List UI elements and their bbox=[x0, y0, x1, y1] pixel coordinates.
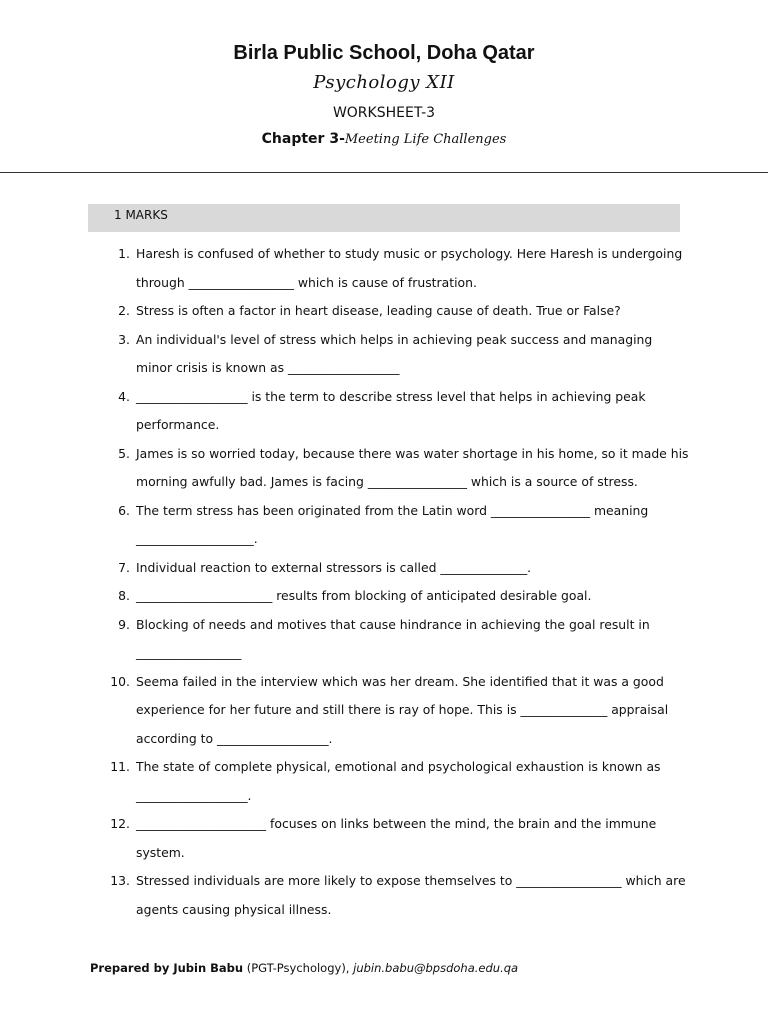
worksheet-header bbox=[0, 38, 768, 153]
question-number: 5. bbox=[118, 445, 130, 461]
question-item bbox=[100, 753, 690, 810]
question-number: 8. bbox=[118, 588, 130, 603]
question-item bbox=[100, 440, 690, 497]
question-item bbox=[100, 611, 690, 668]
chapter-title: Meeting Life Challenges bbox=[344, 132, 507, 147]
question-number: 9. bbox=[118, 616, 130, 632]
question-item bbox=[100, 383, 690, 440]
question-text: Stressed individuals are more likely to expose themselves to _________________ which are agents causing physical illness. bbox=[136, 873, 686, 917]
question-number: 11. bbox=[110, 759, 130, 774]
question-text: __________________ is the term to describe stress level that helps in achieving peak performance. bbox=[136, 388, 646, 432]
question-text: The state of complete physical, emotional and psychological exhaustion is known as __________________. bbox=[136, 759, 661, 803]
question-item bbox=[100, 867, 690, 924]
question-text: _____________________ focuses on links between the mind, the brain and the immune system. bbox=[136, 816, 657, 860]
question-number: 12. bbox=[110, 816, 130, 831]
question-number: 1. bbox=[118, 246, 130, 261]
question-list bbox=[100, 240, 690, 924]
question-text: ______________________ results from blocking of anticipated desirable goal. bbox=[136, 588, 592, 603]
subject-title: Psychology XII bbox=[313, 72, 455, 93]
question-text: Haresh is confused of whether to study music or psychology. Here Haresh is undergoing through _________________ which is cause of frustration. bbox=[136, 246, 683, 290]
question-item bbox=[100, 810, 690, 867]
question-number: 3. bbox=[118, 331, 130, 347]
chapter-separator: - bbox=[339, 131, 345, 147]
question-text: Blocking of needs and motives that cause hindrance in achieving the goal result in _________________ bbox=[136, 616, 650, 660]
question-item bbox=[100, 554, 690, 583]
question-number: 7. bbox=[118, 559, 130, 575]
question-text: Stress is often a factor in heart disease, leading cause of death. True or False? bbox=[136, 303, 621, 318]
question-number: 6. bbox=[118, 502, 130, 518]
question-text: James is so worried today, because there was water shortage in his home, so it made his morning awfully bad. James is facing ________________ which is a source of stress. bbox=[136, 445, 689, 489]
question-item bbox=[100, 240, 690, 297]
chapter-heading bbox=[0, 126, 768, 153]
question-text: The term stress has been originated from the Latin word ________________ meaning ___________________. bbox=[136, 502, 649, 546]
question-number: 2. bbox=[118, 303, 130, 318]
school-name: Birla Public School, Doha Qatar bbox=[233, 42, 535, 64]
question-item bbox=[100, 297, 690, 326]
worksheet-label: WORKSHEET-3 bbox=[332, 105, 436, 121]
author-email[interactable]: jubin.babu@bpsdoha.edu.qa bbox=[353, 961, 519, 975]
question-number: 4. bbox=[118, 388, 130, 404]
chapter-label: Chapter 3 bbox=[261, 131, 340, 147]
prepared-by: Prepared by Jubin Babu bbox=[90, 961, 244, 975]
question-text: Seema failed in the interview which was her dream. She identified that it was a good experience for her future and still there is ray of hope. This is ______________ appraisal according to __________________. bbox=[136, 673, 669, 746]
question-number: 13. bbox=[110, 873, 130, 888]
question-item bbox=[100, 582, 690, 611]
question-text: Individual reaction to external stressors is called ______________. bbox=[136, 559, 532, 575]
footer-credit bbox=[90, 958, 518, 978]
question-number: 10. bbox=[110, 673, 130, 689]
section-heading: 1 MARKS bbox=[88, 204, 680, 232]
question-item bbox=[100, 668, 690, 754]
question-text: An individual's level of stress which helps in achieving peak success and managing minor crisis is known as __________________ bbox=[136, 331, 653, 375]
question-item bbox=[100, 326, 690, 383]
question-item bbox=[100, 497, 690, 554]
header-divider bbox=[0, 172, 768, 173]
author-role: (PGT-Psychology), bbox=[243, 961, 354, 975]
